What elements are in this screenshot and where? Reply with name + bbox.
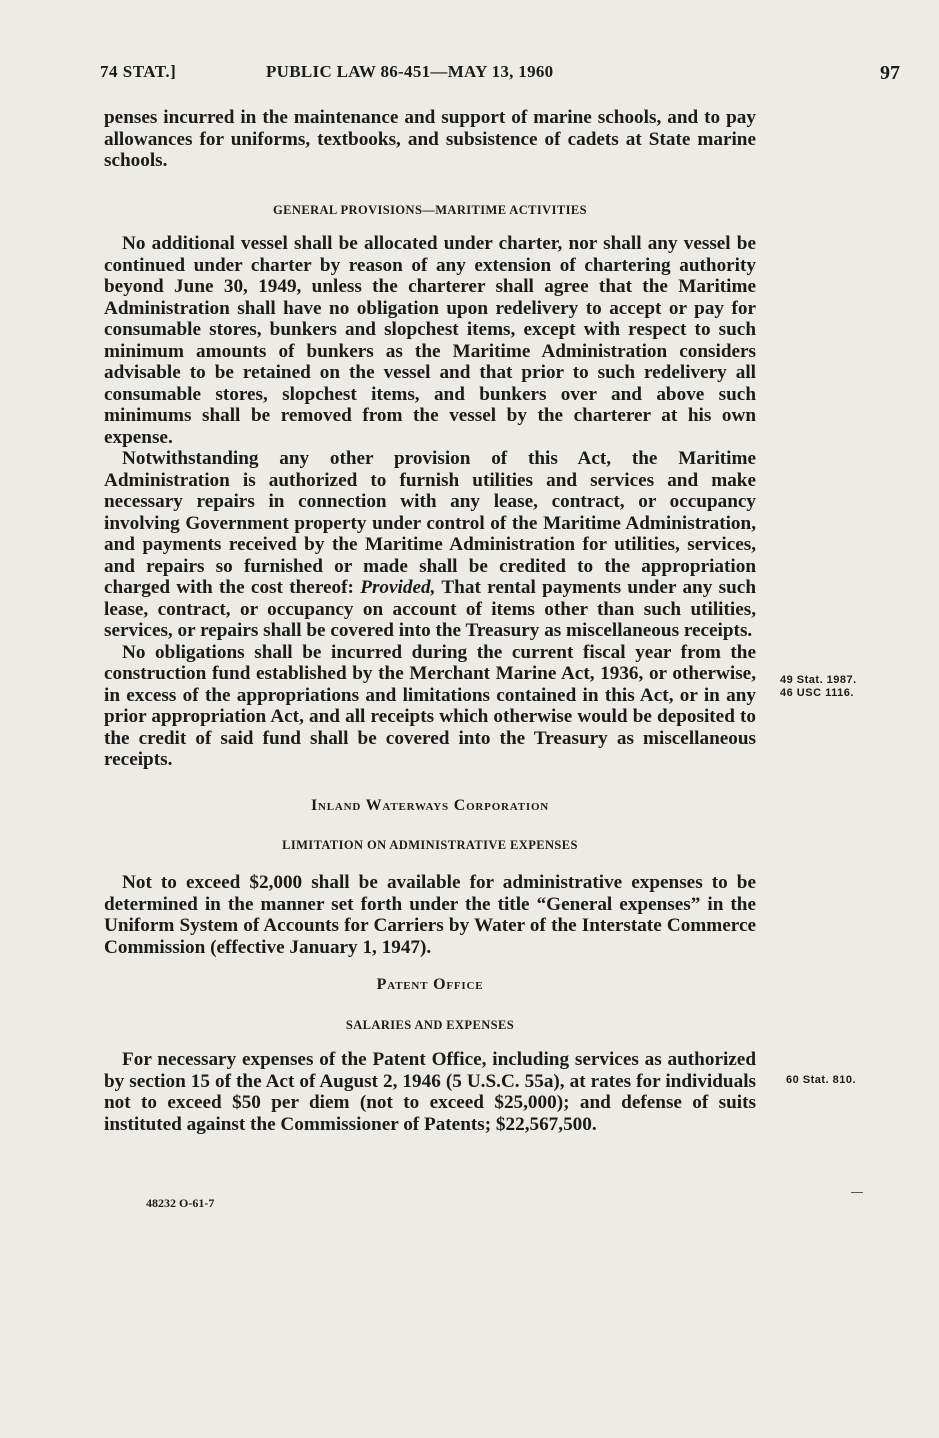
- margin-citation-1-line1: 49 Stat. 1987.: [780, 674, 857, 686]
- intro-paragraph: penses incurred in the maintenance and support of marine schools, and to pay allowances for uniforms, textbooks, and subsistence of cadets at State marine schools.: [104, 107, 756, 171]
- margin-dash: [851, 1192, 863, 1193]
- subheading-limitation: LIMITATION ON ADMINISTRATIVE EXPENSES: [282, 838, 578, 852]
- page-header: [100, 62, 900, 88]
- paragraph-utilities-text: Notwithstanding any other provision of this Act, the Maritime Administration is authorized to furnish utilities and services and make necessary repairs in connection with any lease, contract, or occupancy involving Government property under control of the Maritime Administration, and payments received by the Maritime Administration for utilities, services, and repairs so furnished or made shall be credited to the appropriation charged with the cost thereof:: [104, 448, 756, 598]
- paragraph-patent-expenses: For necessary expenses of the Patent Office, including services as authorized by section 15 of the Act of August 2, 1946 (5 U.S.C. 55a), at rates for individuals not to exceed $50 per diem (not to exceed $25,000); and defense of suits instituted against the Commissioner of Patents; $22,567,500.: [104, 1049, 756, 1135]
- inland-waterways-body: [104, 872, 756, 958]
- subheading-salaries: SALARIES AND EXPENSES: [345, 1018, 515, 1032]
- volume-reference: 74 STAT.]: [100, 62, 177, 81]
- section-heading-general-provisions: GENERAL PROVISIONS—MARITIME ACTIVITIES: [273, 203, 587, 217]
- paragraph-charter: No additional vessel shall be allocated under charter, nor shall any vessel be continued under charter by reason of any extension of chartering authority beyond June 30, 1949, unless the charterer shall agree that the Maritime Administration shall have no obligation upon redelivery to accept or pay for consumable stores, bunkers and slopchest items, except with respect to such minimum amounts of bunkers as the Maritime Administration considers advisable to be retained on the vessel and that prior to such redelivery all consumable stores, slopchest items, and bunkers over and above such minimums shall be removed from the vessel by the charterer at his own expense.: [104, 233, 756, 448]
- paragraph-construction-fund: No obligations shall be incurred during the current fiscal year from the construction fund established by the Merchant Marine Act, 1936, or otherwise, in excess of the appropriations and limitations contained in this Act, or in any prior appropriation Act, and all receipts which otherwise would be deposited to the credit of said fund shall be covered into the Treasury as miscellaneous receipts.: [104, 641, 756, 770]
- paragraph-administrative-expenses: Not to exceed $2,000 shall be available for administrative expenses to be determined in the manner set forth under the title “General expenses” in the Uniform System of Accounts for Carriers by Water of the Interstate Commerce Commission (effective January 1, 1947).: [104, 872, 756, 958]
- paragraph-utilities-text-cont: That rental payments under any such lease, contract, or occupancy on account of items other than such utilities, services, or repairs shall be covered into the Treasury as miscellaneous receipts.: [104, 577, 756, 641]
- general-provisions-body: [104, 233, 756, 771]
- intro-paragraph-block: [104, 107, 756, 172]
- proviso-italic: Provided,: [360, 577, 436, 598]
- margin-citation-1: [780, 674, 857, 700]
- running-title: PUBLIC LAW 86-451—MAY 13, 1960: [266, 62, 554, 81]
- print-code-footer: 48232 O-61-7: [146, 1196, 215, 1210]
- section-heading-inland-waterways: Inland Waterways Corporation: [310, 797, 550, 814]
- margin-citation-2: 60 Stat. 810.: [786, 1074, 857, 1086]
- section-heading-patent-office: Patent Office: [376, 976, 484, 993]
- paragraph-utilities: [104, 448, 756, 642]
- margin-citation-1-line2: 46 USC 1116.: [780, 687, 854, 699]
- patent-office-body: [104, 1049, 756, 1135]
- page-number: 97: [880, 62, 900, 84]
